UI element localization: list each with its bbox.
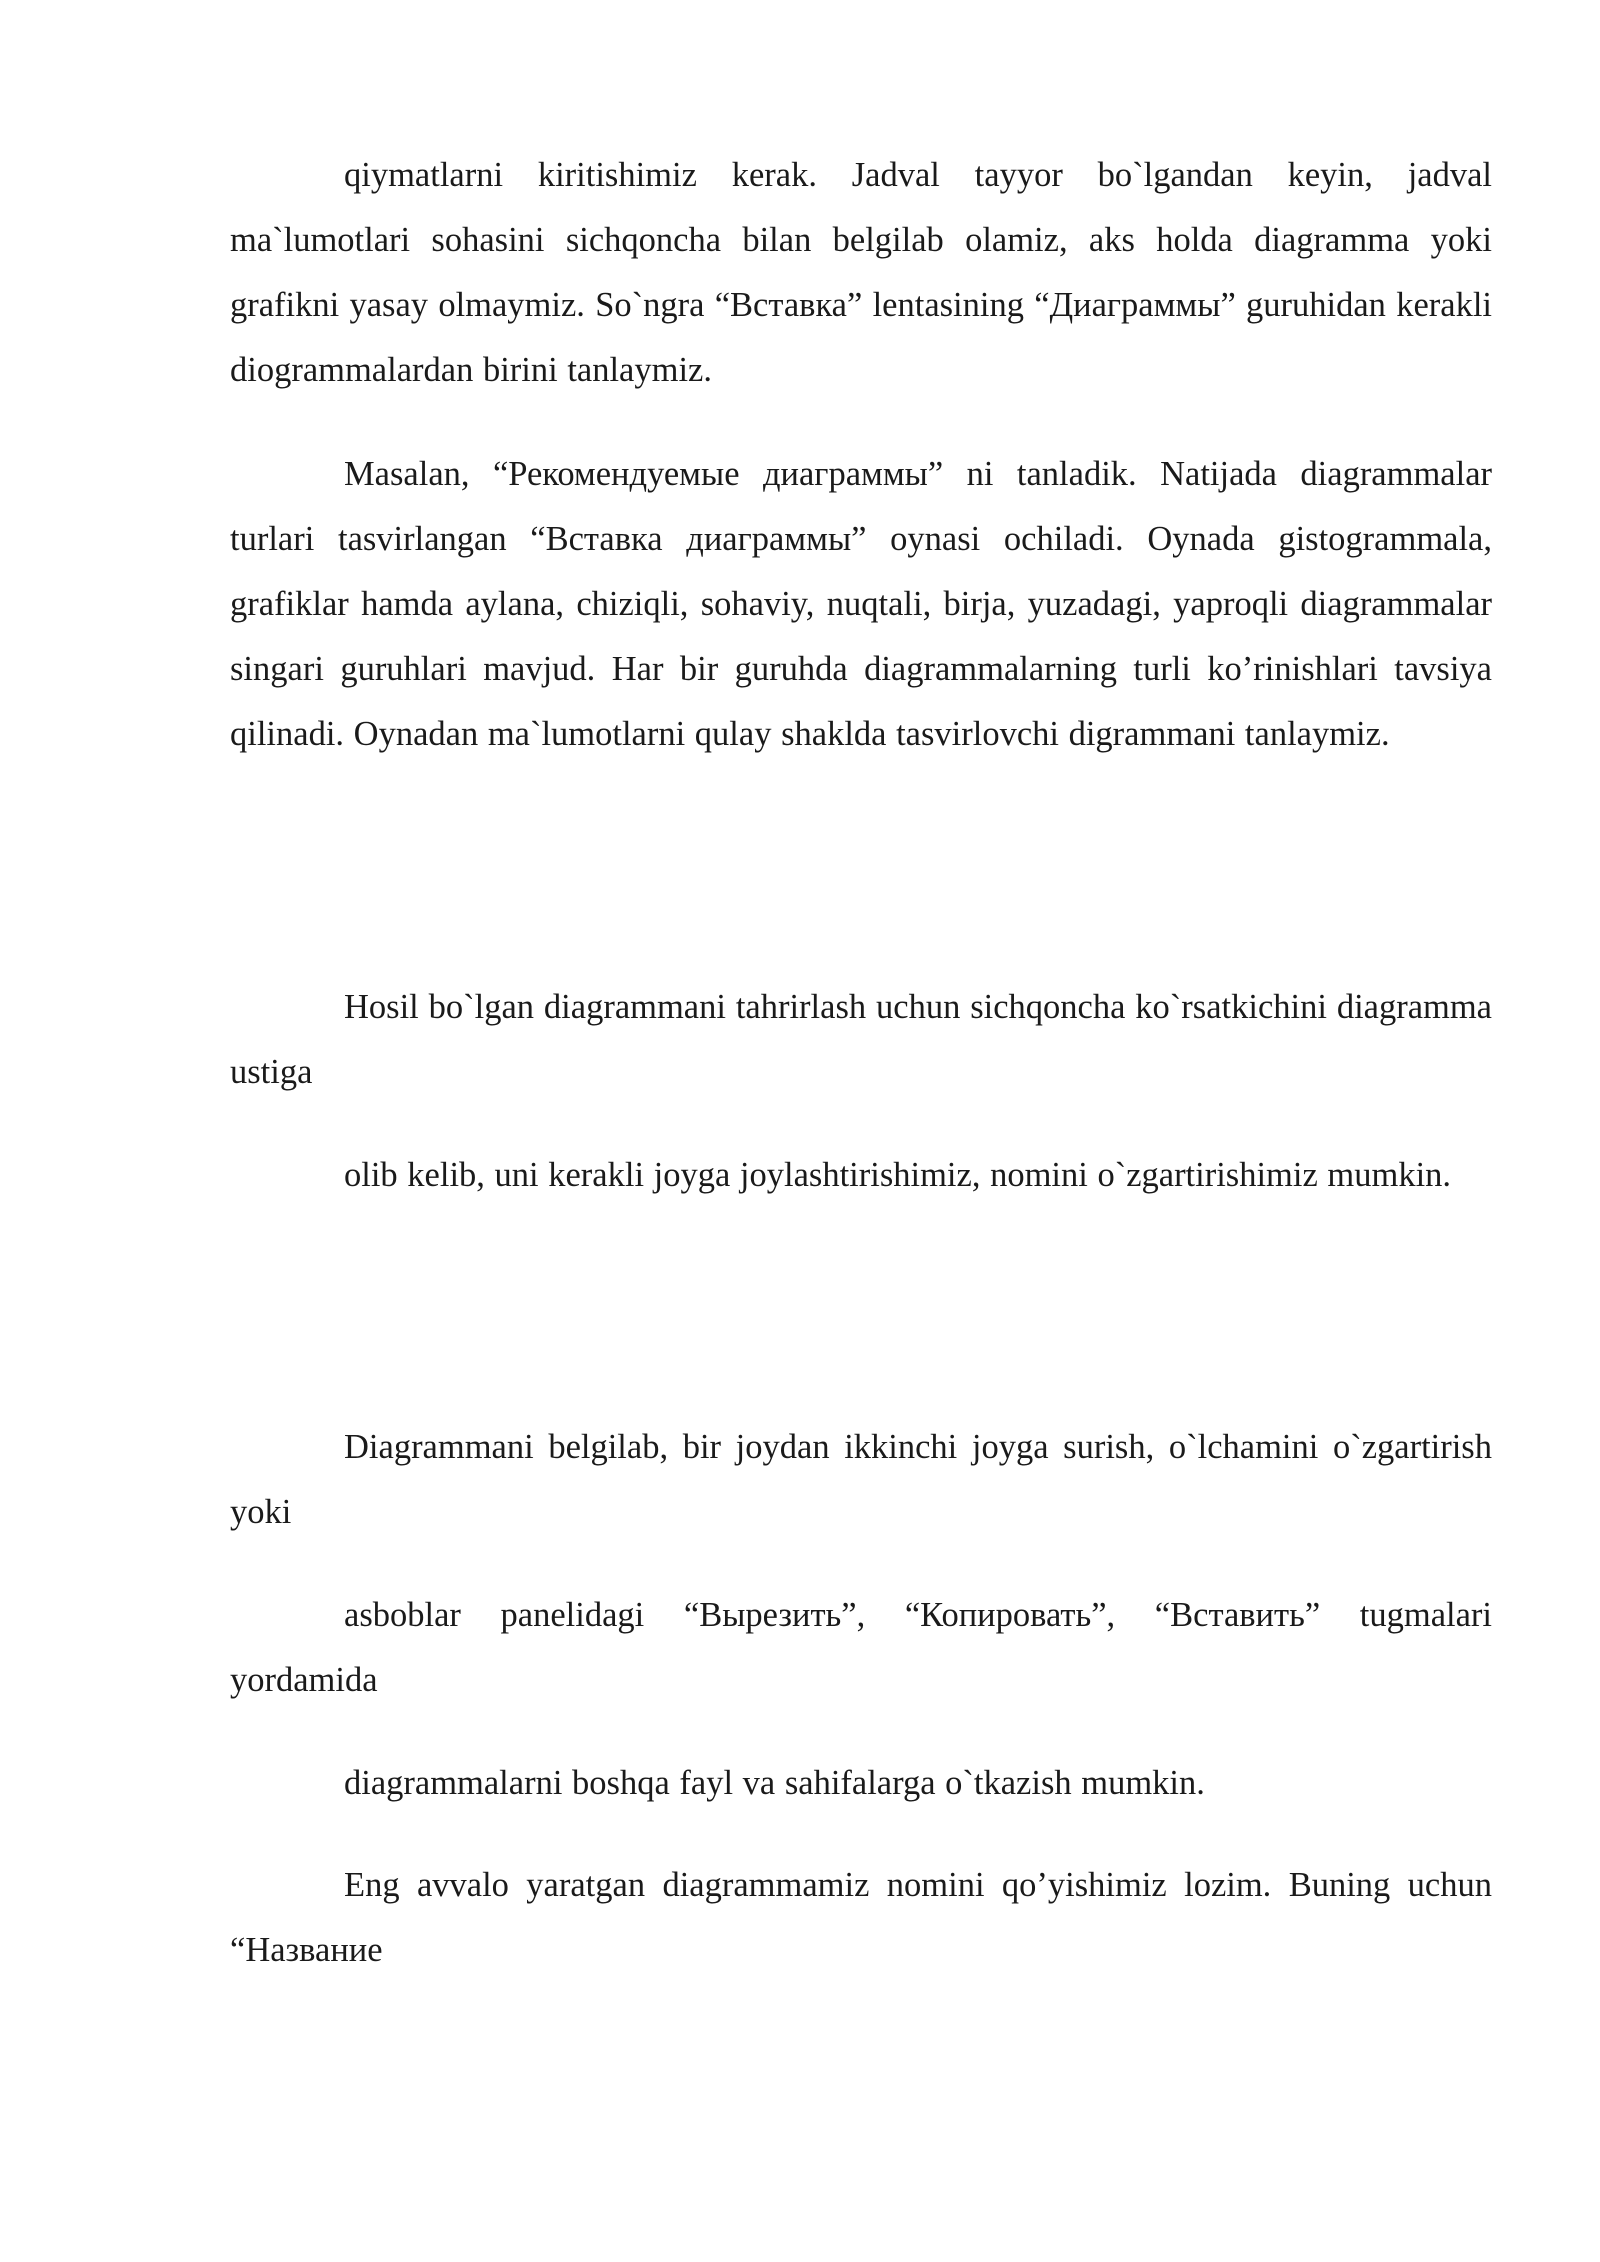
paragraph-1: qiymatlarni kiritishimiz kerak. Jadval tayyor bo`lgandan keyin, jadval ma`lumotlari sohasini sichqoncha bilan belgilab olamiz, aks holda diagramma yoki grafikni yasay olmaymiz. So`ngra “Вставка” lentasining “Диаграммы” guruhidan kerakli diogrammalardan birini tanlaymiz. [230,156,1492,389]
paragraph-7: diagrammalarni boshqa fayl va sahifalarga o`tkazish mumkin. [344,1764,1205,1802]
paragraph-6: asboblar panelidagi “Вырезить”, “Копировать”, “Вставить” tugmalari yordamida [230,1596,1492,1699]
paragraph-5: Diagrammani belgilab, bir joydan ikkinchi joyga surish, o`lchamini o`zgartirish yoki [230,1428,1492,1531]
paragraph-8: Eng avvalo yaratgan diagrammamiz nomini qo’yishimiz lozim. Buning uchun “Название [230,1866,1492,1969]
paragraph-4: olib kelib, uni kerakli joyga joylashtirishimiz, nomini o`zgartirishimiz mumkin. [344,1156,1452,1194]
paragraph-3: Hosil bo`lgan diagrammani tahrirlash uchun sichqoncha ko`rsatkichini diagramma ustiga [230,988,1492,1091]
paragraph-2: Masalan, “Рекомендуемые диаграммы” ni tanladik. Natijada diagrammalar turlari tasvirlangan “Вставка диаграммы” oynasi ochiladi. Oynada gistogrammala, grafiklar hamda aylana, chiziqli, sohaviy, nuqtali, birja, yuzadagi, yaproqli diagrammalar singari guruhlari mavjud. Har bir guruhda diagrammalarning turli ko’rinishlari tavsiya qilinadi. Oynadan ma`lumotlarni qulay shaklda tasvirlovchi digrammani tanlaymiz. [230,455,1492,753]
